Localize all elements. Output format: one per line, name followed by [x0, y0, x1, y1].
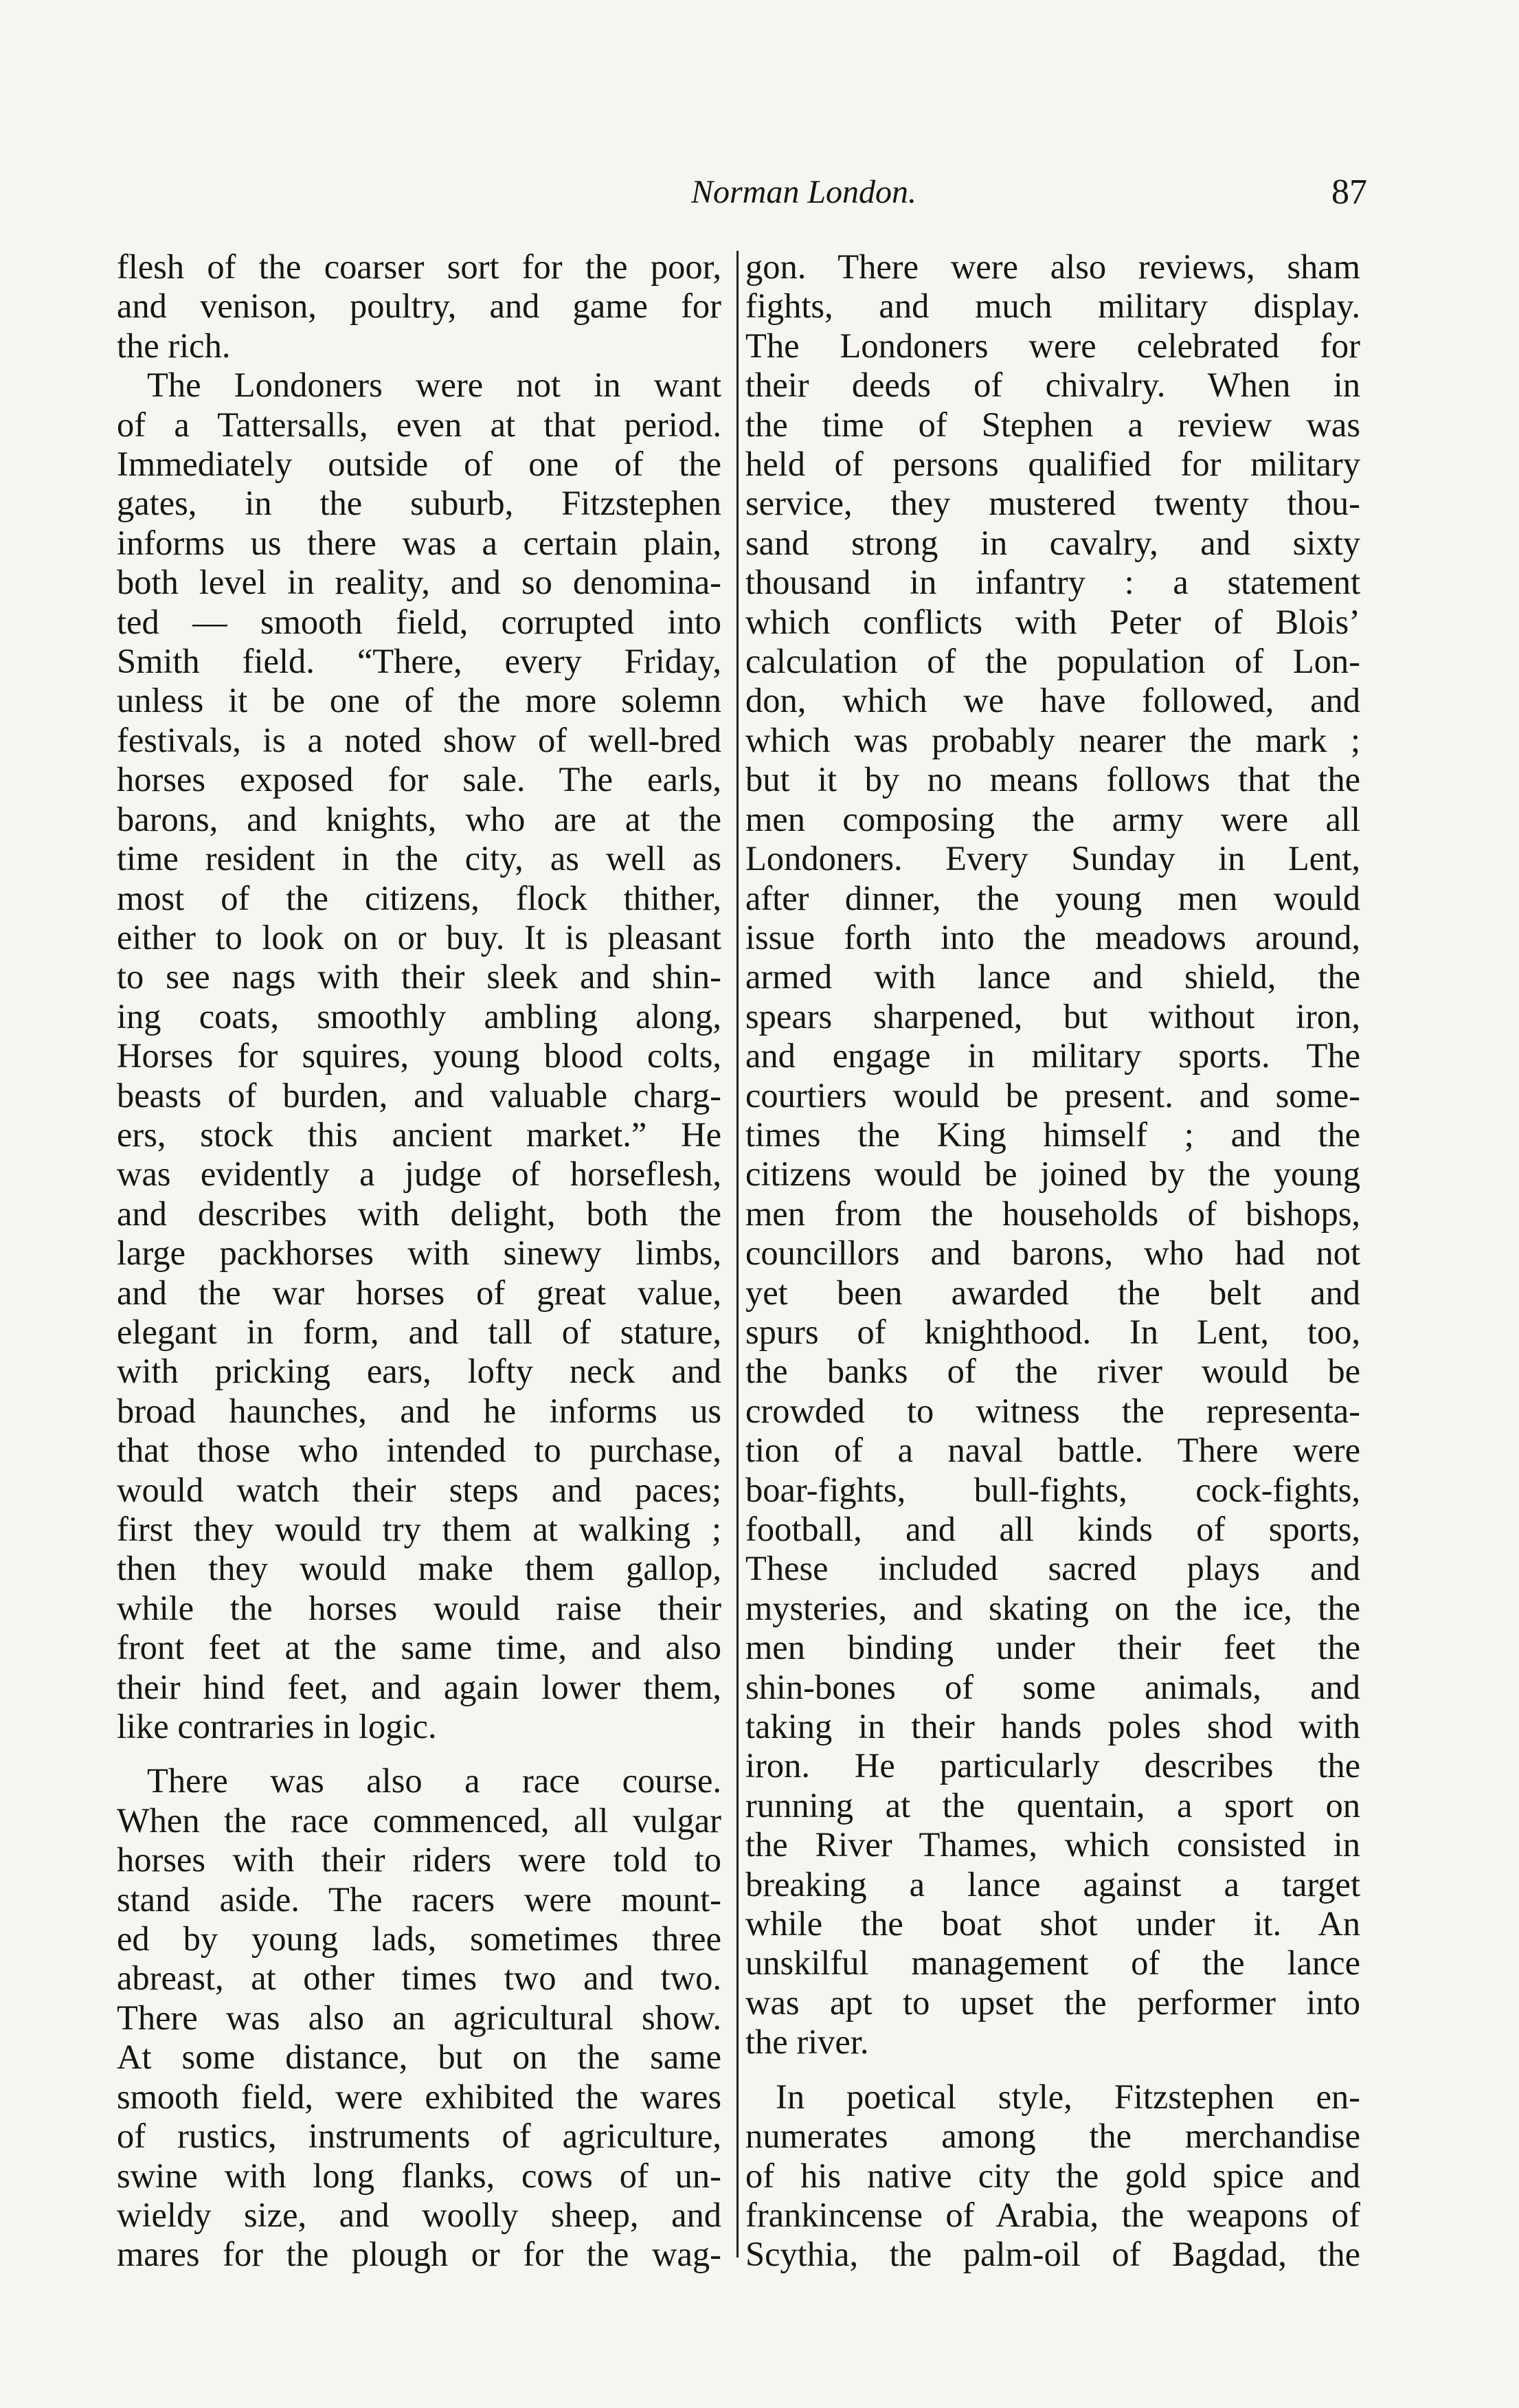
text-line: and engage in military sports. The	[745, 1036, 1360, 1075]
text-line: which conflicts with Peter of Blois’	[745, 602, 1360, 641]
text-line: thousand in infantry : a statement	[745, 563, 1360, 602]
text-line: was evidently a judge of horseflesh,	[117, 1155, 721, 1194]
text-line: Immediately outside of one of the	[117, 445, 721, 484]
text-line: was apt to upset the performer into	[745, 1983, 1360, 2022]
text-line: frankincense of Arabia, the weapons of	[745, 2195, 1360, 2234]
text-line: while the boat shot under it. An	[745, 1904, 1360, 1943]
text-line: issue forth into the meadows around,	[745, 917, 1360, 957]
text-line: boar-fights, bull-fights, cock-fights,	[745, 1470, 1360, 1509]
right-text-column	[745, 247, 1360, 2275]
text-line: When the race commenced, all vulgar	[117, 1801, 721, 1840]
text-line: The Londoners were not in want	[147, 366, 721, 405]
text-line: men from the households of bishops,	[745, 1194, 1360, 1233]
text-line: fights, and much military display.	[745, 287, 1360, 326]
text-line: calculation of the population of Lon-	[745, 642, 1360, 681]
text-line: flesh of the coarser sort for the poor,	[117, 247, 721, 286]
text-line: Londoners. Every Sunday in Lent,	[745, 839, 1360, 878]
paragraph-gap	[745, 2062, 1360, 2077]
text-line: Smith field. “There, every Friday,	[117, 642, 721, 681]
text-line: festivals, is a noted show of well-bred	[117, 720, 721, 759]
text-line: football, and all kinds of sports,	[745, 1510, 1360, 1548]
text-line: shin-bones of some animals, and	[745, 1667, 1360, 1706]
text-line: with pricking ears, lofty neck and	[117, 1352, 721, 1391]
text-line: time resident in the city, as well as	[117, 839, 721, 878]
text-line: but it by no means follows that the	[745, 760, 1360, 799]
text-line: running at the quentain, a sport on	[745, 1785, 1360, 1825]
text-line: horses exposed for sale. The earls,	[117, 760, 721, 799]
text-line: Horses for squires, young blood colts,	[117, 1036, 721, 1075]
text-line: first they would try them at walking ;	[117, 1510, 721, 1548]
text-line: either to look on or buy. It is pleasant	[117, 917, 721, 957]
text-line: iron. He particularly describes the	[745, 1746, 1360, 1785]
text-line: There was also an agricultural show.	[117, 1998, 721, 2037]
text-line: after dinner, the young men would	[745, 878, 1360, 917]
text-line: spurs of knighthood. In Lent, too,	[745, 1312, 1360, 1351]
page-number: 87	[1331, 172, 1367, 212]
text-line: informs us there was a certain plain,	[117, 523, 721, 562]
text-line: the banks of the river would be	[745, 1352, 1360, 1391]
text-line: their hind feet, and again lower them,	[117, 1667, 721, 1706]
text-line: taking in their hands poles shod with	[745, 1707, 1360, 1746]
text-line: ing coats, smoothly ambling along,	[117, 996, 721, 1036]
text-line: which was probably nearer the mark ;	[745, 720, 1360, 759]
left-text-column	[117, 247, 721, 2275]
text-line: yet been awarded the belt and	[745, 1273, 1360, 1312]
text-line: abreast, at other times two and two.	[117, 1959, 721, 1998]
text-line: while the horses would raise their	[117, 1588, 721, 1627]
text-line: ted — smooth field, corrupted into	[117, 602, 721, 641]
text-line: the time of Stephen a review was	[745, 405, 1360, 444]
text-line: swine with long flanks, cows of un-	[117, 2156, 721, 2195]
text-line: There was also a race course.	[147, 1761, 721, 1801]
text-line: crowded to witness the representa-	[745, 1391, 1360, 1430]
text-line: that those who intended to purchase,	[117, 1431, 721, 1470]
text-line: and the war horses of great value,	[117, 1273, 721, 1312]
running-title: Norman London.	[690, 174, 917, 210]
text-line: and venison, poultry, and game for	[117, 287, 721, 326]
text-line: In poetical style, Fitzstephen en-	[776, 2077, 1360, 2116]
text-line: then they would make them gallop,	[117, 1549, 721, 1588]
page-header	[117, 161, 1367, 223]
text-line: At some distance, but on the same	[117, 2038, 721, 2077]
text-line: mares for the plough or for the wag-	[117, 2235, 721, 2274]
text-line: front feet at the same time, and also	[117, 1628, 721, 1667]
text-line: would watch their steps and paces;	[117, 1470, 721, 1509]
text-line: don, which we have followed, and	[745, 681, 1360, 720]
text-line: most of the citizens, flock thither,	[117, 878, 721, 917]
text-line: councillors and barons, who had not	[745, 1234, 1360, 1273]
text-line: service, they mustered twenty thou-	[745, 484, 1360, 523]
text-line: to see nags with their sleek and shin-	[117, 957, 721, 996]
text-line: of a Tattersalls, even at that period.	[117, 405, 721, 444]
text-line: the river.	[745, 2022, 869, 2062]
text-line: Scythia, the palm-oil of Bagdad, the	[745, 2235, 1360, 2274]
text-line: beasts of burden, and valuable charg-	[117, 1075, 721, 1115]
text-line: sand strong in cavalry, and sixty	[745, 523, 1360, 562]
text-line: large packhorses with sinewy limbs,	[117, 1234, 721, 1273]
text-line: spears sharpened, but without iron,	[745, 996, 1360, 1036]
text-line: tion of a naval battle. There were	[745, 1431, 1360, 1470]
text-line: both level in reality, and so denomina-	[117, 563, 721, 602]
column-divider	[736, 251, 739, 2258]
text-line: ed by young lads, sometimes three	[117, 1919, 721, 1959]
text-line: numerates among the merchandise	[745, 2117, 1360, 2156]
text-line: gates, in the suburb, Fitzstephen	[117, 484, 721, 523]
text-line: their deeds of chivalry. When in	[745, 366, 1360, 405]
text-line: unless it be one of the more solemn	[117, 681, 721, 720]
text-line: citizens would be joined by the young	[745, 1155, 1360, 1194]
text-line: men composing the army were all	[745, 799, 1360, 838]
text-line: unskilful management of the lance	[745, 1943, 1360, 1983]
text-line: the River Thames, which consisted in	[745, 1825, 1360, 1864]
text-line: times the King himself ; and the	[745, 1115, 1360, 1154]
text-line: of his native city the gold spice and	[745, 2156, 1360, 2195]
text-line: the rich.	[117, 326, 231, 365]
text-line: mysteries, and skating on the ice, the	[745, 1588, 1360, 1627]
text-line: of rustics, instruments of agriculture,	[117, 2117, 721, 2156]
text-line: elegant in form, and tall of stature,	[117, 1312, 721, 1351]
text-line: like contraries in logic.	[117, 1707, 437, 1746]
text-line: stand aside. The racers were mount-	[117, 1880, 721, 1919]
text-line: breaking a lance against a target	[745, 1864, 1360, 1904]
text-line: ers, stock this ancient market.” He	[117, 1115, 721, 1154]
text-line: armed with lance and shield, the	[745, 957, 1360, 996]
text-line: The Londoners were celebrated for	[745, 326, 1360, 365]
text-line: held of persons qualified for military	[745, 445, 1360, 484]
paragraph-gap	[117, 1746, 721, 1761]
text-line: wieldy size, and woolly sheep, and	[117, 2195, 721, 2234]
text-line: gon. There were also reviews, sham	[745, 247, 1360, 286]
text-line: barons, and knights, who are at the	[117, 799, 721, 838]
text-line: smooth field, were exhibited the wares	[117, 2077, 721, 2116]
text-line: horses with their riders were told to	[117, 1840, 721, 1880]
text-line: men binding under their feet the	[745, 1628, 1360, 1667]
text-line: and describes with delight, both the	[117, 1194, 721, 1233]
text-line: These included sacred plays and	[745, 1549, 1360, 1588]
text-line: courtiers would be present. and some-	[745, 1075, 1360, 1115]
text-line: broad haunches, and he informs us	[117, 1391, 721, 1430]
